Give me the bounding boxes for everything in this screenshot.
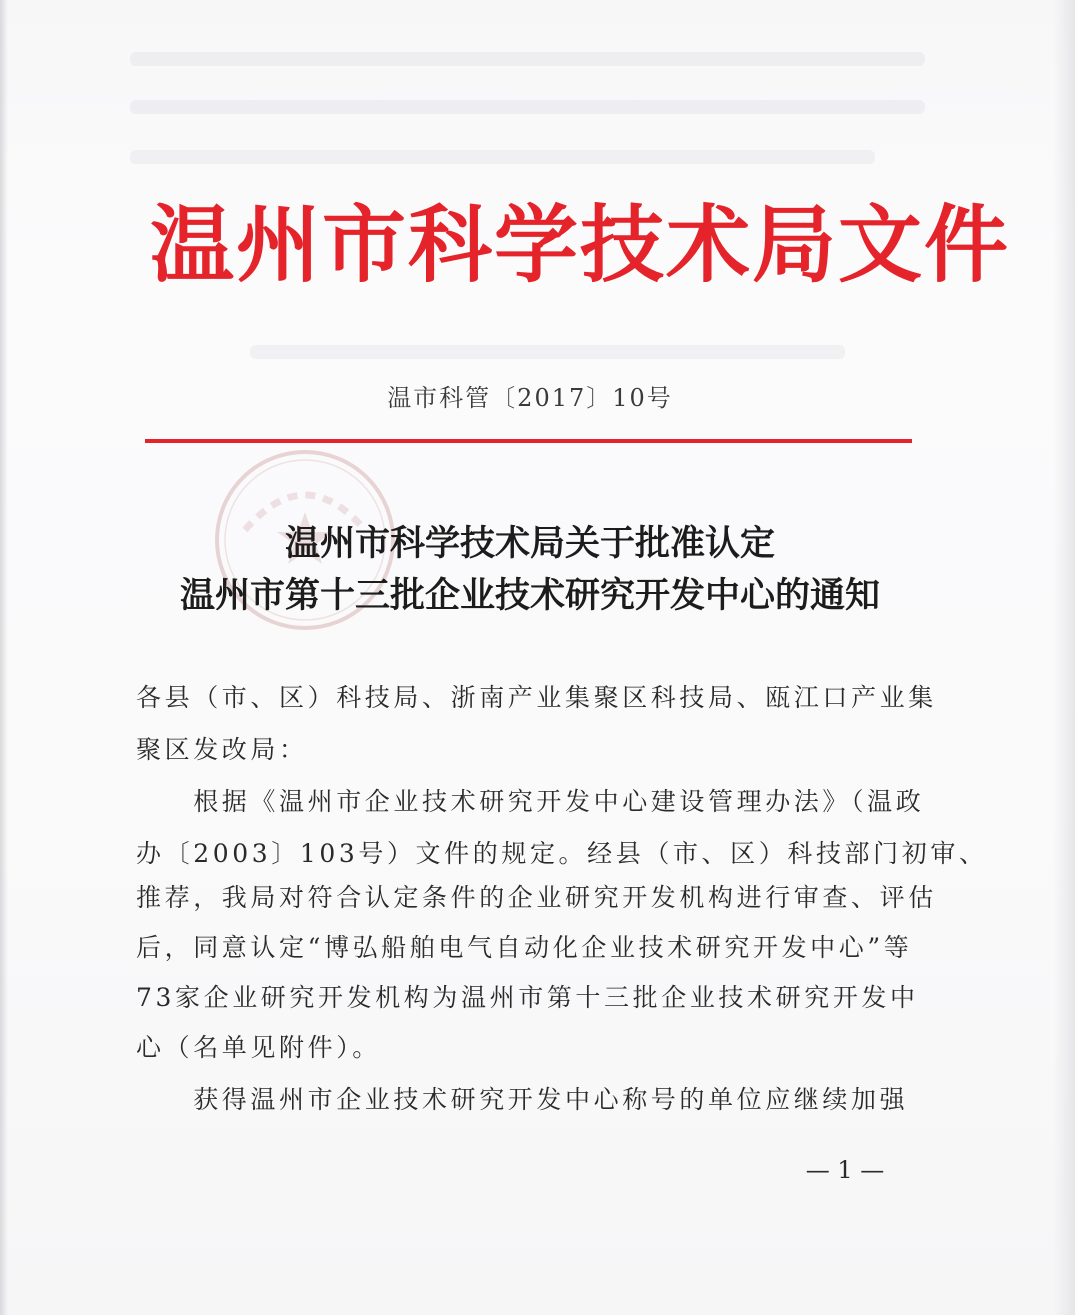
body-line: 73家企业研究开发机构为温州市第十三批企业技术研究开发中 [136,983,919,1012]
document-number: 温市科管〔2017〕10号 [387,384,673,412]
notice-title-line-2: 温州市第十三批企业技术研究开发中心的通知 [179,575,880,616]
body-line: 聚区发改局： [136,735,308,764]
body-line: 推荐，我局对符合认定条件的企业研究开发机构进行审查、评估 [136,883,937,912]
issuer-header-title: 温州市科学技术局文件 [150,195,1011,294]
notice-title-line-1: 温州市科学技术局关于批准认定 [284,523,775,564]
body-line: 心（名单见附件）。 [136,1033,381,1062]
bleed-through-line [130,150,875,164]
scan-edge-left [0,0,8,1315]
body-line: 根据《温州市企业技术研究开发中心建设管理办法》（温政 [136,787,925,816]
bleed-through-line [130,100,925,114]
body-line: 后，同意认定“博弘船舶电气自动化企业技术研究开发中心”等 [136,933,913,962]
body-line: 获得温州市企业技术研究开发中心称号的单位应继续加强 [136,1085,909,1114]
body-line: 办〔2003〕103号）文件的规定。经县（市、区）科技部门初审、 [136,839,988,868]
body-line: 各县（市、区）科技局、浙南产业集聚区科技局、瓯江口产业集 [136,683,937,712]
bleed-through-line [250,345,845,359]
bleed-through-line [130,52,925,66]
scan-edge-right [1053,0,1075,1315]
page-number: — 1 — [805,1156,885,1184]
